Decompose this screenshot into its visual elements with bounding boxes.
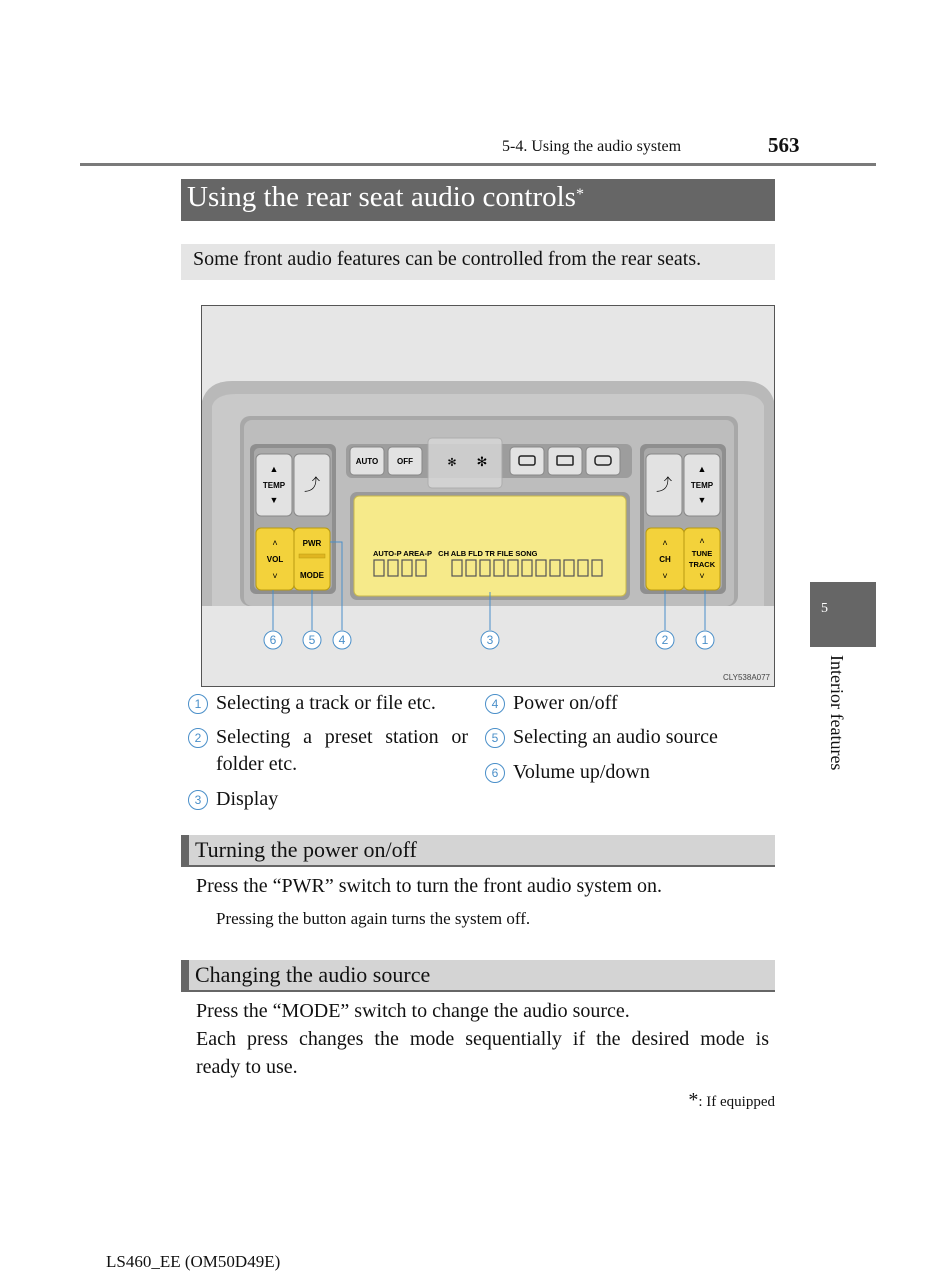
vol-down-icon: ˅ xyxy=(272,571,278,581)
section-source-body-1: Press the “MODE” switch to change the audio source. xyxy=(196,1000,630,1022)
footnote: *: If equipped xyxy=(688,1089,775,1111)
footer-doc-id: LS460_EE (OM50D49E) xyxy=(106,1252,281,1271)
header-section-title: 5-4. Using the audio system xyxy=(502,138,682,155)
intro-text: Some front audio features can be controlled from the rear seats. xyxy=(193,248,702,270)
ch-button: CH xyxy=(659,555,671,564)
off-button: OFF xyxy=(397,457,413,466)
fan-low-icon: ✻ xyxy=(447,456,457,469)
legend-item-2: 2 Selecting a preset station or folder etc. xyxy=(188,724,478,782)
tune-button: TUNE xyxy=(691,549,713,558)
header-rule xyxy=(80,163,876,166)
left-temp-down-icon: ▼ xyxy=(269,495,279,505)
left-temp-button: TEMP xyxy=(262,481,286,490)
rear-control-panel-illustration xyxy=(202,306,774,686)
equipped-marker: * xyxy=(575,186,584,203)
page-number: 563 xyxy=(768,133,800,157)
callout-3: 3 xyxy=(486,633,494,647)
legend-item-6: 6 Volume up/down xyxy=(485,759,775,789)
right-temp-down-icon: ▼ xyxy=(697,495,707,505)
left-temp-up-icon: ▲ xyxy=(269,464,279,474)
track-button: TRACK xyxy=(688,560,716,569)
pwr-button: PWR xyxy=(302,539,322,548)
callout-1: 1 xyxy=(701,633,709,647)
section-power-body: Press the “PWR” switch to turn the front audio system on. xyxy=(196,875,663,897)
mode-button: MODE xyxy=(300,571,324,580)
section-source-body-2: Each press changes the mode sequentially if the desired mode is xyxy=(196,1028,769,1050)
vol-up-icon: ˄ xyxy=(272,538,278,548)
right-temp-up-icon: ▲ xyxy=(697,464,707,474)
section-header-source: Changing the audio source xyxy=(181,960,775,992)
chapter-label: Interior features xyxy=(827,655,847,771)
legend-item-3: 3 Display xyxy=(188,786,478,816)
tune-up-icon: ˄ xyxy=(699,536,705,546)
left-airflow-icon: ⤴ xyxy=(303,475,321,494)
callout-4: 4 xyxy=(338,633,346,647)
figure-code: CLY538A077 xyxy=(723,673,770,682)
display-labels: AUTO-P AREA-P CH ALB FLD TR FILE SONG xyxy=(373,549,538,558)
ch-down-icon: ˅ xyxy=(662,571,668,581)
legend-item-4: 4 Power on/off xyxy=(485,690,775,720)
page-title: Using the rear seat audio controls* xyxy=(187,181,584,213)
ch-up-icon: ˄ xyxy=(662,538,668,548)
section-source-body-3: ready to use. xyxy=(196,1056,298,1078)
vol-button: VOL xyxy=(266,555,284,564)
right-airflow-icon: ⤴ xyxy=(655,475,673,494)
right-temp-button: TEMP xyxy=(690,481,714,490)
legend-item-5: 5 Selecting an audio source xyxy=(485,724,775,754)
audio-controls-figure xyxy=(201,305,775,687)
fan-high-icon: ✻ xyxy=(476,455,488,470)
intro-box xyxy=(181,244,775,280)
callout-6: 6 xyxy=(269,633,277,647)
tune-down-icon: ˅ xyxy=(699,571,705,581)
page-title-bar xyxy=(181,179,775,221)
legend-item-1: 1 Selecting a track or file etc. xyxy=(188,690,478,720)
chapter-number: 5 xyxy=(821,601,828,616)
section-header-power: Turning the power on/off xyxy=(181,835,775,867)
callout-5: 5 xyxy=(308,633,316,647)
auto-button: AUTO xyxy=(355,457,379,466)
section-power-note: Pressing the button again turns the system off. xyxy=(216,909,531,928)
callout-2: 2 xyxy=(661,633,669,647)
chapter-tab xyxy=(810,582,876,647)
